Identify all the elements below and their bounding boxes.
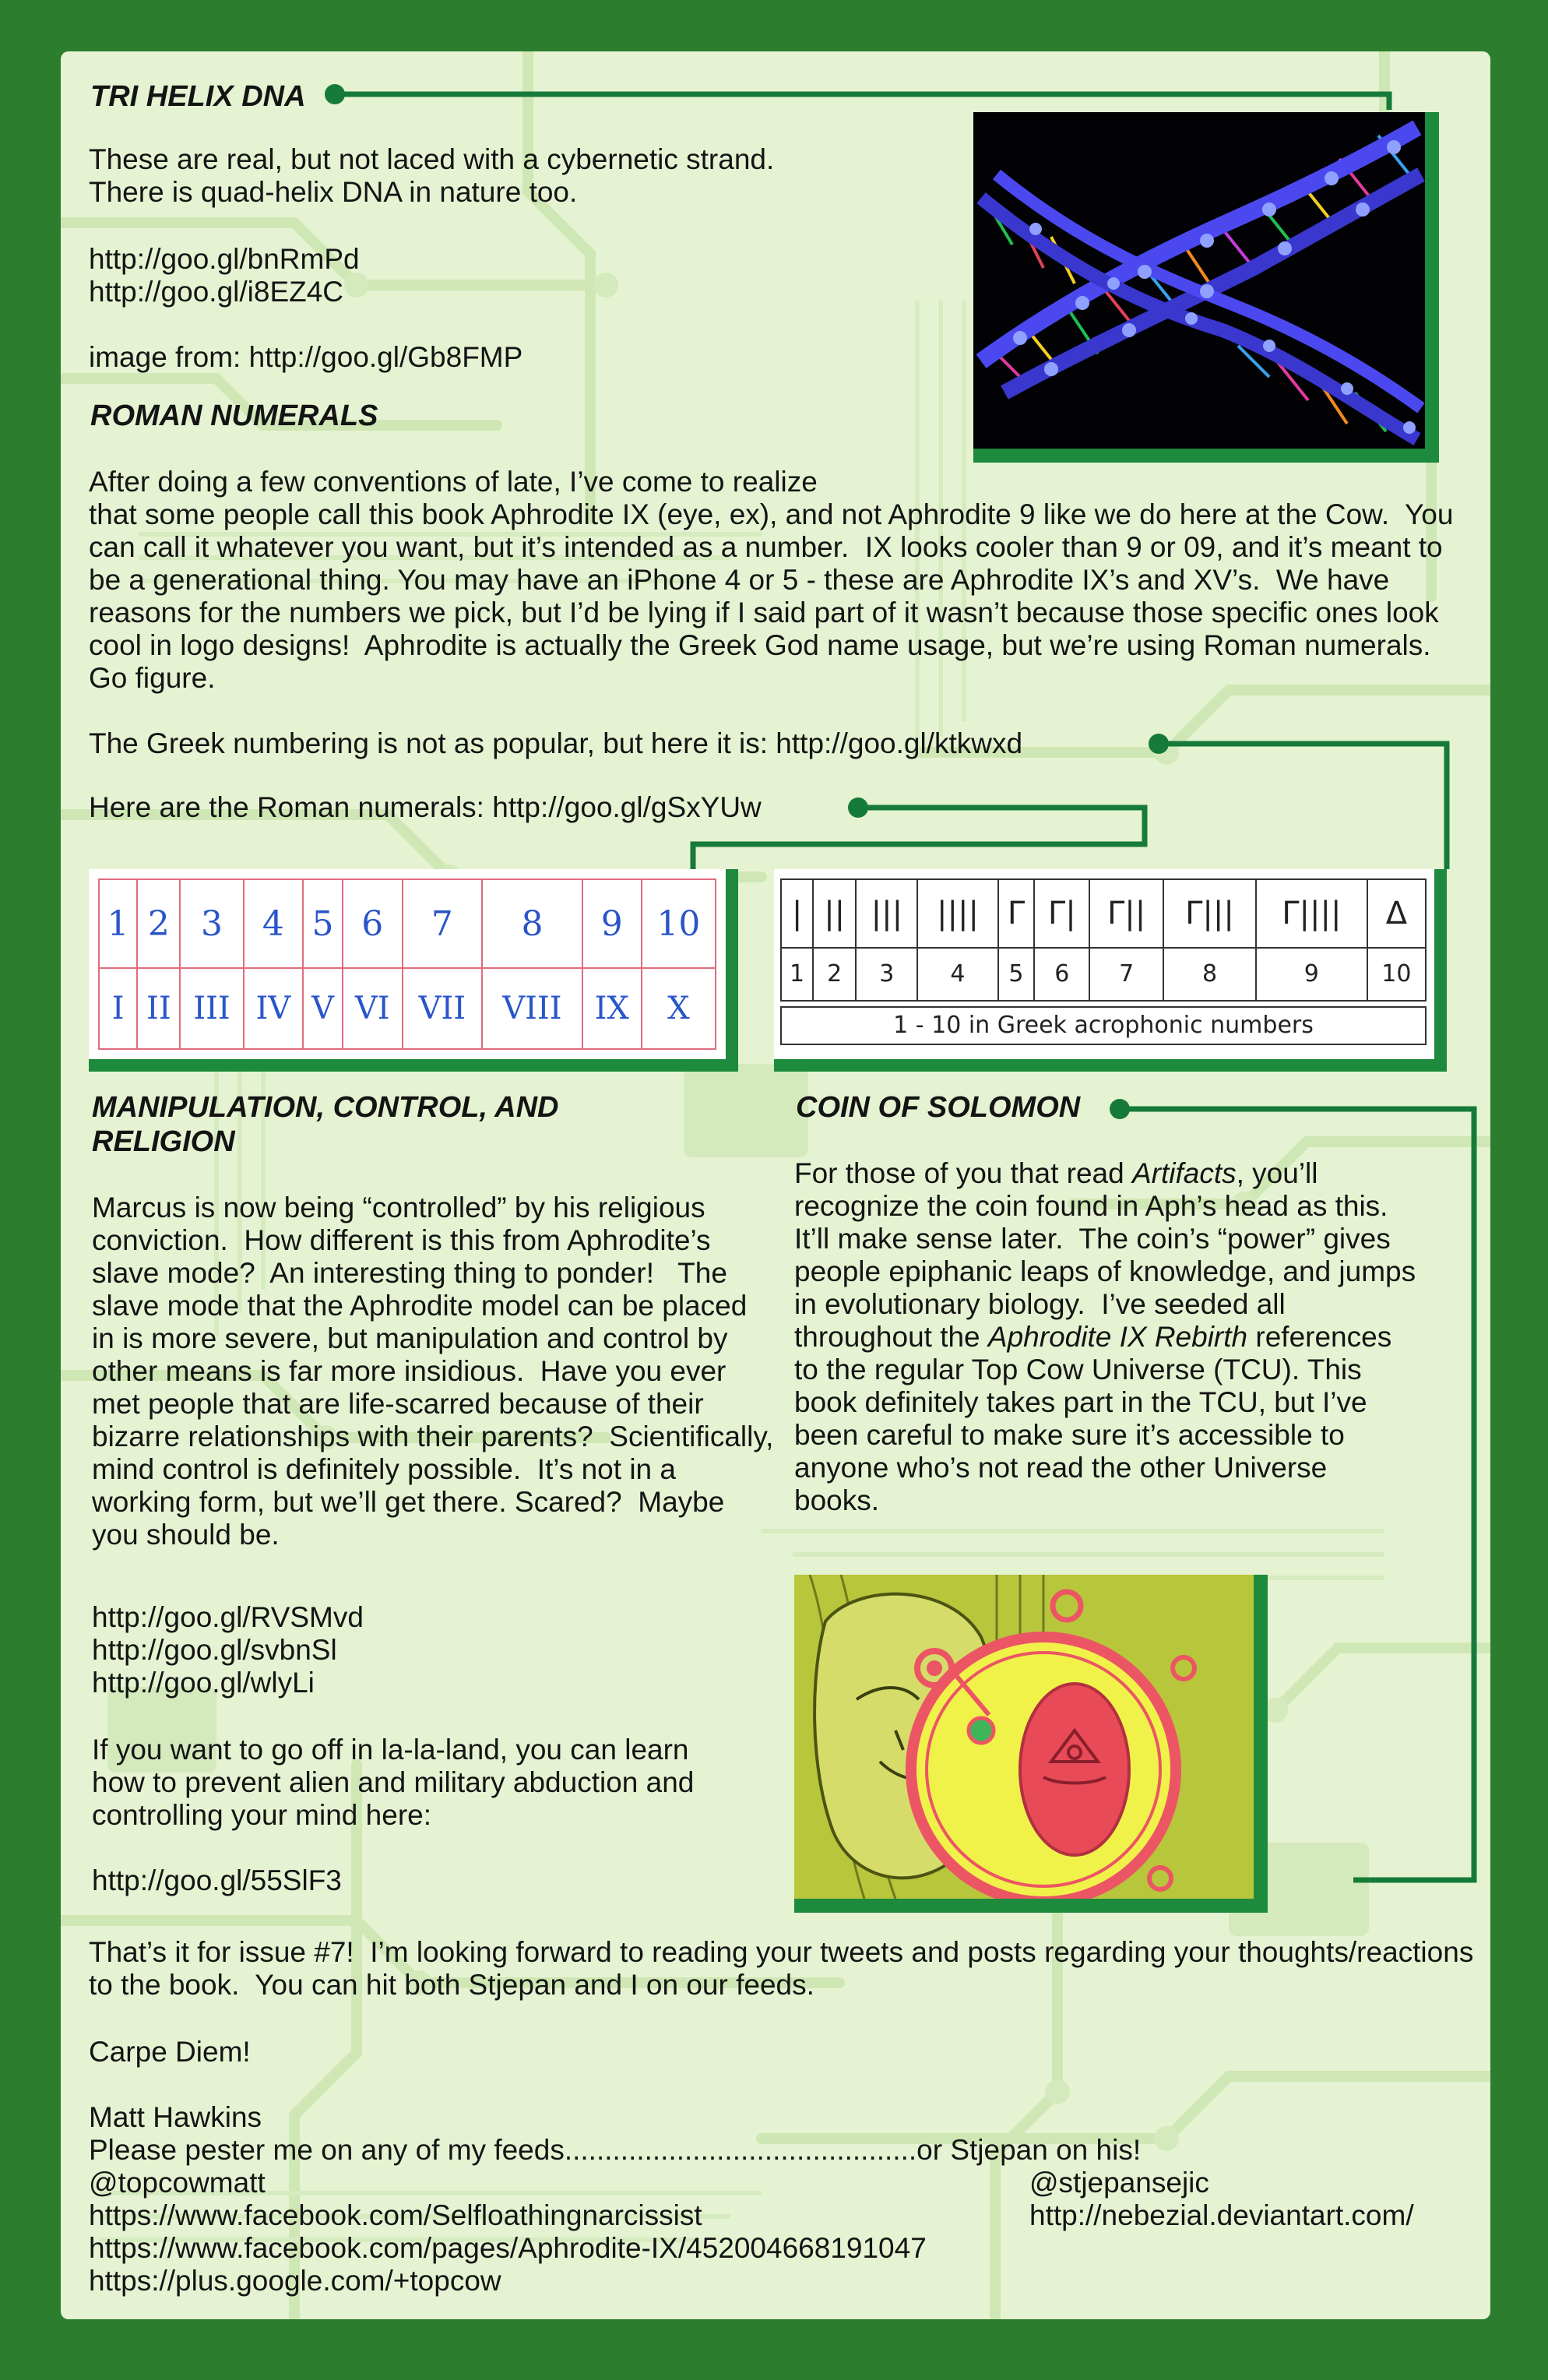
greek-symbol-cell: Γ <box>998 879 1035 948</box>
roman-numerals-body: After doing a few conventions of late, I’ve come to realize that some people call this book Aphrodite IX (eye, ex), and not Aphrodite 9 like we do here at the Cow. You can call it whatever you want, but it’s intended as a number. IX looks cooler than 9 or 09, and it’s meant to be a generational thing. You may have an iPhone 4 or 5 - these are Aphrodite IX’s and XV’s. We have reasons for the numbers we pick, but I’d be lying if I said part of it wasn’t because those specific ones look cool in logo designs! Aphrodite is actually the Greek God name usage, but we’re using Roman numerals. Go figure. <box>89 466 1454 694</box>
greek-symbol-cell: Γ|| <box>1089 879 1163 948</box>
manipulation-link-1[interactable]: http://goo.gl/RVSMvd <box>92 1601 364 1633</box>
carpe-diem: Carpe Diem! <box>89 2036 251 2068</box>
greek-numbering-line[interactable]: The Greek numbering is not as popular, but here it is: http://goo.gl/ktkwxd <box>89 727 1023 759</box>
image-credit: image from: http://goo.gl/Gb8FMP <box>89 341 523 373</box>
arabic-numeral-cell: 5 <box>303 879 343 968</box>
manipulation-body: Marcus is now being “controlled” by his religious conviction. How different is this from Aphrodite’s slave mode? An interesting thing to ponder! The slave mode that the Aphrodite model can be placed in is more severe, but manipulation and control by other means is far more insidious. Have you ever met people that are life-scarred because of their bizarre relationships with their parents? Scientifically, mind control is definitely possible. It’s not in a working form, but we’ll get there. Scared? Maybe you should be. <box>92 1192 782 1551</box>
greek-symbol-cell: |||| <box>917 879 997 948</box>
greek-symbol-row <box>781 879 1426 948</box>
greek-number-row <box>781 948 1426 1001</box>
dna-image <box>973 112 1439 463</box>
greek-symbol-cell: Γ|||| <box>1256 879 1367 948</box>
feed-topcowmatt[interactable]: @topcowmatt <box>89 2167 266 2199</box>
greek-symbol-cell: Γ| <box>1034 879 1089 948</box>
coin-illustration <box>794 1575 1254 1899</box>
greek-symbol-cell: Δ <box>1367 879 1426 948</box>
greek-symbol-cell: Γ||| <box>1163 879 1256 948</box>
artifacts-title: Artifacts <box>1131 1157 1237 1189</box>
roman-numerals-heading: ROMAN NUMERALS <box>90 400 378 432</box>
closing-paragraph: That’s it for issue #7! I’m looking forward to reading your tweets and posts regarding your thoughts/reactions to the book. You can hit both Stjepan and I on our feeds. <box>89 1936 1482 2001</box>
greek-symbol-cell: | <box>781 879 813 948</box>
greek-number-cell: 5 <box>998 948 1035 1001</box>
roman-numeral-table <box>98 878 716 1050</box>
tri-helix-text: These are real, but not laced with a cybernetic strand. There is quad-helix DNA in nature too. <box>89 143 775 208</box>
greek-caption: 1 - 10 in Greek acrophonic numbers <box>780 1006 1427 1045</box>
author-name: Matt Hawkins <box>89 2101 262 2133</box>
page <box>61 51 1490 2319</box>
roman-numeral-cell: I <box>99 968 137 1049</box>
tri-helix-heading: TRI HELIX DNA <box>90 80 306 113</box>
rebirth-title: Aphrodite IX Rebirth <box>987 1321 1248 1353</box>
roman-numeral-cell: X <box>642 968 716 1049</box>
greek-numeral-table <box>780 878 1427 1002</box>
greek-number-cell: 8 <box>1163 948 1256 1001</box>
greek-number-cell: 3 <box>856 948 917 1001</box>
greek-number-cell: 10 <box>1367 948 1426 1001</box>
roman-numeral-cell: IV <box>244 968 304 1049</box>
greek-symbol-cell: || <box>813 879 856 948</box>
arabic-numeral-cell: 3 <box>180 879 243 968</box>
greek-number-cell: 7 <box>1089 948 1163 1001</box>
roman-numeral-cell: IX <box>582 968 642 1049</box>
greek-symbol-cell: ||| <box>856 879 917 948</box>
roman-numeral-cell: VI <box>343 968 403 1049</box>
feed-google-plus[interactable]: https://plus.google.com/+topcow <box>89 2265 501 2297</box>
roman-numeral-cell: II <box>137 968 180 1049</box>
greek-number-cell: 1 <box>781 948 813 1001</box>
coin-heading: COIN OF SOLOMON <box>796 1091 1081 1124</box>
roman-numeral-cell: VIII <box>482 968 582 1049</box>
roman-numeral-chart <box>89 869 738 1072</box>
roman-numeral-cell: III <box>180 968 243 1049</box>
arabic-numeral-cell: 10 <box>642 879 716 968</box>
coin-body-part-3: references to the regular Top Cow Universe (TCU). This book definitely takes part in the TCU, but I’ve been careful to make sure it’s accessible to anyone who’s not read the other Universe books. <box>794 1321 1400 1516</box>
coin-body-part-1: For those of you that read <box>794 1157 1132 1189</box>
arabic-numeral-cell: 6 <box>343 879 403 968</box>
greek-number-cell: 6 <box>1034 948 1089 1001</box>
arabic-numeral-cell: 7 <box>403 879 483 968</box>
dna-helix-illustration <box>973 112 1425 449</box>
feed-facebook-aphrodite[interactable]: https://www.facebook.com/pages/Aphrodite-IX/452004668191047 <box>89 2232 927 2264</box>
tri-helix-link-2[interactable]: http://goo.gl/i8EZ4C <box>89 276 344 308</box>
arabic-numeral-cell: 8 <box>482 879 582 968</box>
coin-body-part-2: , you’ll recognize the coin found in Aph’s head as this. It’ll make sense later. The coin’s “power” gives people epiphanic leaps of knowledge, and jumps in evolutionary biology. I’ve seeded all throughout the <box>794 1157 1424 1353</box>
coin-body <box>794 1157 1424 1517</box>
arabic-row <box>99 879 716 968</box>
arabic-numeral-cell: 2 <box>137 879 180 968</box>
feed-facebook-personal[interactable]: https://www.facebook.com/Selfloathingnarcissist <box>89 2199 702 2231</box>
lala-land-link[interactable]: http://goo.gl/55SlF3 <box>92 1864 342 1896</box>
greek-number-cell: 9 <box>1256 948 1367 1001</box>
feed-stjepansejic[interactable]: @stjepansejic <box>1029 2167 1209 2199</box>
arabic-numeral-cell: 4 <box>244 879 304 968</box>
roman-numerals-line[interactable]: Here are the Roman numerals: http://goo.gl/gSxYUw <box>89 791 762 823</box>
roman-row <box>99 968 716 1049</box>
tri-helix-link-1[interactable]: http://goo.gl/bnRmPd <box>89 243 360 275</box>
feed-deviantart[interactable]: http://nebezial.deviantart.com/ <box>1029 2199 1414 2231</box>
lala-land-text: If you want to go off in la-la-land, you can learn how to prevent alien and military abduction and controlling your mind here: <box>92 1734 702 1831</box>
manipulation-heading: MANIPULATION, CONTROL, AND RELIGION <box>92 1091 559 1158</box>
arabic-numeral-cell: 1 <box>99 879 137 968</box>
roman-numeral-cell: V <box>303 968 343 1049</box>
greek-number-cell: 4 <box>917 948 997 1001</box>
arabic-numeral-cell: 9 <box>582 879 642 968</box>
pester-line: Please pester me on any of my feeds............................................or Stjepan on his! <box>89 2134 1142 2166</box>
coin-of-solomon-image <box>794 1575 1268 1913</box>
greek-number-cell: 2 <box>813 948 856 1001</box>
roman-numeral-cell: VII <box>403 968 483 1049</box>
greek-numeral-chart <box>774 869 1447 1072</box>
manipulation-link-2[interactable]: http://goo.gl/svbnSl <box>92 1634 337 1666</box>
manipulation-link-3[interactable]: http://goo.gl/wlyLi <box>92 1667 315 1699</box>
